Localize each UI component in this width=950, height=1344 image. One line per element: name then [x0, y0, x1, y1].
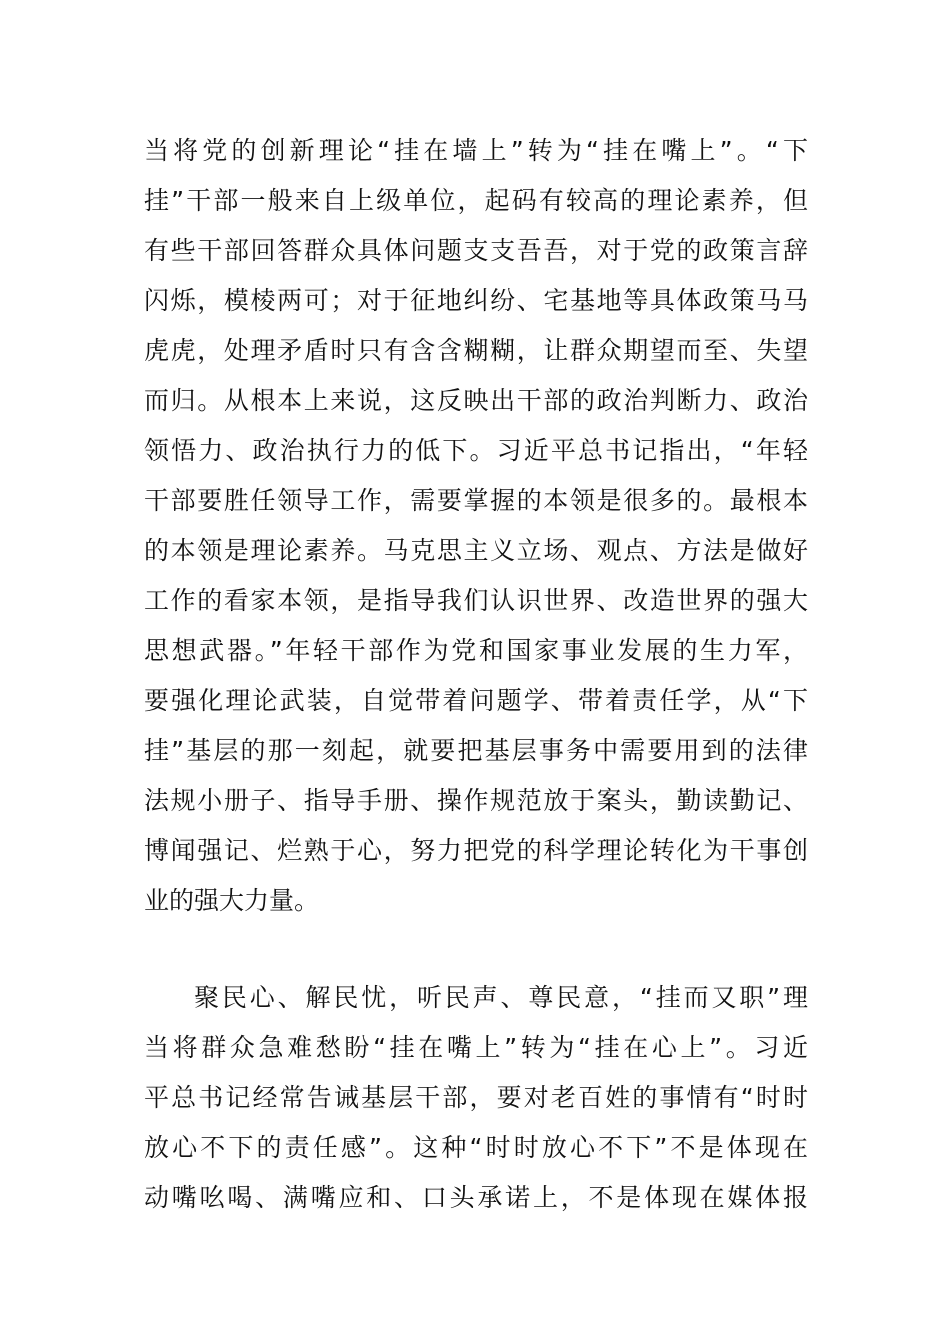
- paragraph-people-concerns: [144, 973, 808, 1223]
- text-line: 放心不下的责任感”。这种“时时放心不下”不是体现在: [144, 1133, 808, 1162]
- text-line: 聚民心、解民忧，听民声、尊民意，“挂而又职”理: [194, 983, 808, 1012]
- text-line: 要强化理论武装，自觉带着问题学、带着责任学，从“下: [144, 686, 808, 715]
- text-line: 干部要胜任领导工作，需要掌握的本领是很多的。最根本: [144, 486, 808, 515]
- text-line: 虎虎，处理矛盾时只有含含糊糊，让群众期望而至、失望: [144, 336, 808, 365]
- text-line: 法规小册子、指导手册、操作规范放于案头，勤读勤记、: [144, 786, 808, 815]
- text-line: 当将党的创新理论“挂在墙上”转为“挂在嘴上”。“下: [144, 136, 808, 165]
- text-line: 而归。从根本上来说，这反映出干部的政治判断力、政治: [144, 386, 808, 415]
- text-line: 平总书记经常告诫基层干部，要对老百姓的事情有“时时: [144, 1083, 808, 1112]
- text-line: 工作的看家本领，是指导我们认识世界、改造世界的强大: [144, 586, 808, 615]
- text-line: 闪烁，模棱两可；对于征地纠纷、宅基地等具体政策马马: [144, 286, 808, 315]
- text-line: 挂”干部一般来自上级单位，起码有较高的理论素养，但: [144, 186, 808, 215]
- text-line: 领悟力、政治执行力的低下。习近平总书记指出，“年轻: [144, 436, 808, 465]
- text-line: 当将群众急难愁盼“挂在嘴上”转为“挂在心上”。习近: [144, 1033, 808, 1062]
- text-line: 的本领是理论素养。马克思主义立场、观点、方法是做好: [144, 536, 808, 565]
- text-line: 业的强大力量。: [144, 886, 320, 915]
- text-line: 动嘴吆喝、满嘴应和、口头承诺上，不是体现在媒体报: [144, 1183, 808, 1212]
- text-line: 有些干部回答群众具体问题支支吾吾，对于党的政策言辞: [144, 236, 808, 265]
- text-line: 思想武器。”年轻干部作为党和国家事业发展的生力军，: [144, 636, 808, 665]
- text-line: 挂”基层的那一刻起，就要把基层事务中需要用到的法律: [144, 736, 808, 765]
- text-line: 博闻强记、烂熟于心，努力把党的科学理论转化为干事创: [144, 836, 808, 865]
- paragraph-theory-study: [144, 126, 808, 926]
